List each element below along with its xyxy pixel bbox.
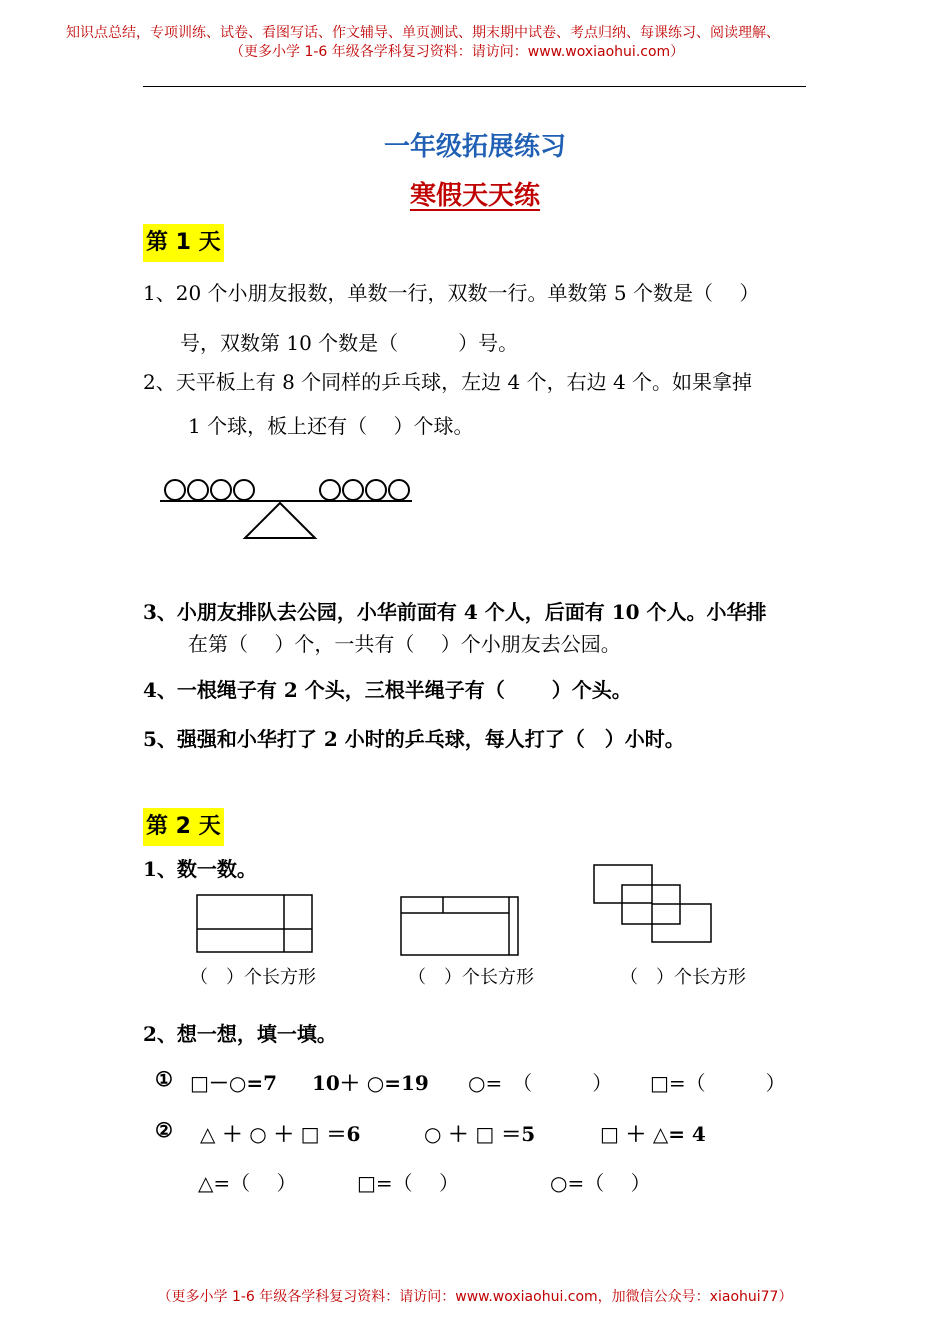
row-2-equation-1: △ ＋ ○ ＋ □ ＝6 [200, 1122, 361, 1146]
page-subtitle: 寒假天天练 [409, 181, 540, 211]
day1-question-2-line-1: 2、天平板上有 8 个同样的乒乓球，左边 4 个，右边 4 个。如果拿掉 [143, 370, 753, 394]
figure-3-rect-a [594, 865, 652, 903]
header-line-2: （更多小学 1-6 年级各学科复习资料：请访问：www.woxiaohui.com） [230, 44, 685, 60]
day1-question-2-line-2: 1 个球，板上还有（ ）个球。 [188, 414, 474, 438]
row-2-equation-3: □ ＋ △= 4 [600, 1122, 706, 1146]
answer-circle: ○=（ ） [550, 1171, 651, 1195]
row-1-answer-circle: ○= （ ） [468, 1071, 613, 1095]
row-2-equation-2: ○ ＋ □ ＝5 [424, 1122, 536, 1146]
row-2-number: ② [155, 1118, 173, 1142]
figure-1-caption: （ ）个长方形 [190, 967, 316, 988]
day1-question-4: 4、一根绳子有 2 个头，三根半绳子有（ ）个头。 [143, 678, 632, 702]
day-2-label: 第 2 天 [143, 808, 224, 846]
day1-question-3-line-2: 在第（ ）个，一共有（ ）个小朋友去公园。 [188, 632, 621, 656]
header-line-1: 知识点总结，专项训练、试卷、看图写话、作文辅导、单页测试、期末期中试卷、考点归纳、每课练习、阅读理解、 [66, 25, 780, 41]
day1-question-1-line-2: 号，双数第 10 个数是（ ）号。 [180, 331, 519, 355]
answer-triangle: △=（ ） [198, 1171, 297, 1195]
row-1-answer-square: □=（ ） [650, 1071, 786, 1095]
day1-question-3-line-1: 3、小朋友排队去公园，小华前面有 4 个人，后面有 10 个人。小华排 [143, 600, 767, 624]
figure-3-rect-c [652, 904, 711, 942]
figure-1-outer [197, 895, 312, 952]
day-1-label: 第 1 天 [143, 224, 224, 262]
day1-question-5: 5、强强和小华打了 2 小时的乒乓球，每人打了（ ）小时。 [143, 727, 685, 751]
figure-2-outer [401, 897, 518, 955]
figure-2-caption: （ ）个长方形 [408, 967, 534, 988]
row-1-number: ① [155, 1067, 173, 1091]
day2-question-2: 2、想一想，填一填。 [143, 1022, 337, 1046]
day2-question-1: 1、数一数。 [143, 857, 257, 881]
row-1-equation-2: 10＋ ○=19 [312, 1071, 429, 1095]
answer-square: □=（ ） [357, 1171, 460, 1195]
row-1-equation-1: □－○=7 [190, 1071, 278, 1095]
day1-question-1-line-1: 1、20 个小朋友报数，单数一行，双数一行。单数第 5 个数是（ ） [143, 281, 760, 305]
figure-3-caption: （ ）个长方形 [620, 967, 746, 988]
footer-text: （更多小学 1-6 年级各学科复习资料：请访问：www.woxiaohui.com，加微信公众号：xiaohui77） [157, 1289, 793, 1305]
page-title: 一年级拓展练习 [383, 132, 566, 162]
